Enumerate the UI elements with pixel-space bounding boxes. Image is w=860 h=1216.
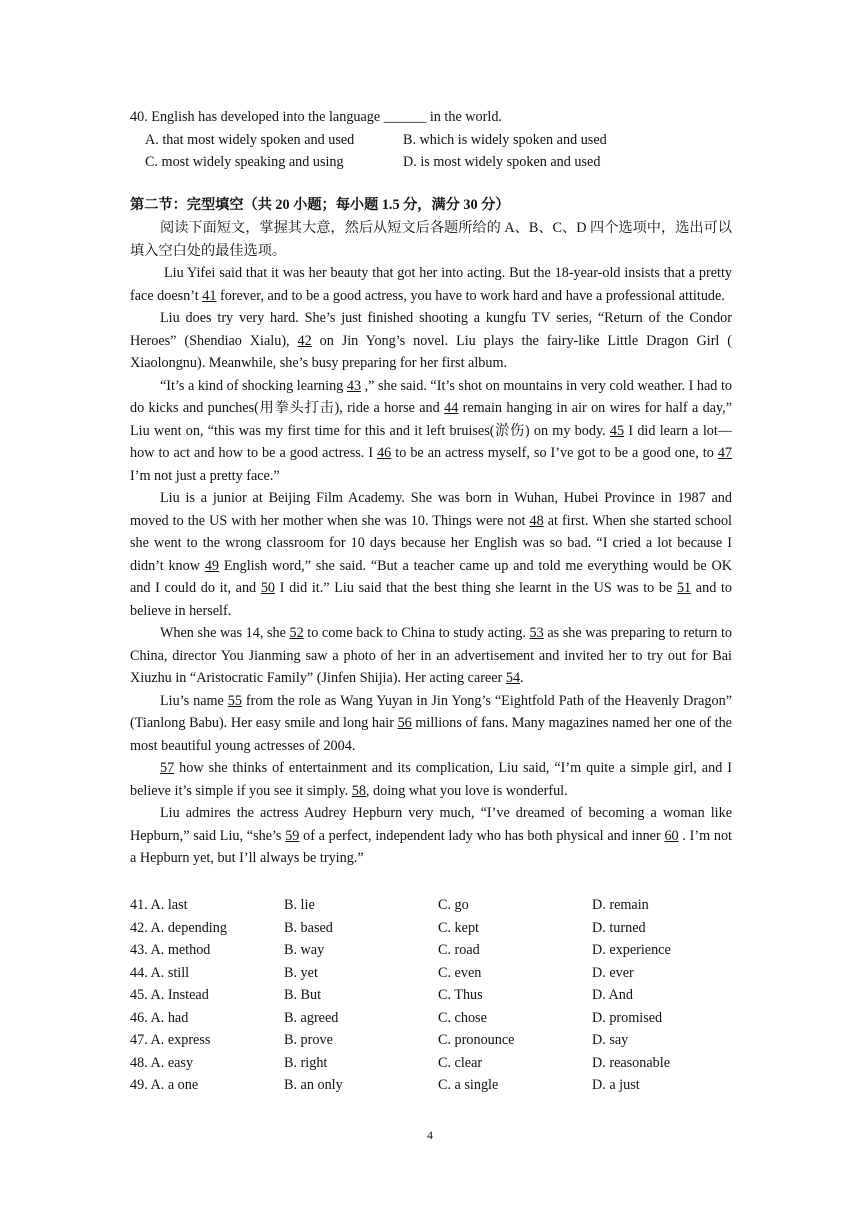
blank-number: 53 [529, 625, 544, 641]
option-choice: D. promised [592, 1009, 663, 1026]
option-choice: 47. A. express [130, 1032, 211, 1048]
passage-text: Liu admires the actress Audrey Hepburn very much, “I’ve dreamed of becoming a woman like Hepburn,” said Liu, “she’s [130, 805, 732, 844]
option-row [130, 917, 750, 940]
option-choice: C. go [438, 897, 469, 913]
passage-text: how she thinks of entertainment and its complication, Liu said, “I’m quite a simple girl, and I believe it’s simple if you see it simply. [130, 760, 732, 799]
question-40-option-d: D. is most widely spoken and used [403, 154, 601, 170]
page-number: 4 [427, 1128, 433, 1142]
passage-text: English word,” she said. “But a teacher came up and told me everything would be OK and I could do it, and [130, 557, 732, 596]
option-row [130, 962, 750, 985]
option-choice: D. say [592, 1032, 629, 1048]
option-choice: D. reasonable [592, 1054, 670, 1071]
question-40 [130, 106, 740, 174]
option-choice: C. a single [438, 1077, 499, 1093]
option-choice: 46. A. had [130, 1009, 189, 1026]
passage-paragraph [130, 262, 732, 307]
option-choice: D. turned [592, 919, 646, 936]
blank-number: 55 [227, 692, 242, 709]
option-choice: B. But [284, 987, 322, 1003]
blank-number: 57 [160, 760, 175, 776]
passage-text: Liu does try very hard. She’s just finished shooting a kungfu TV series, “Return of the Condor Heroes” (Shendiao Xialu), [130, 310, 732, 349]
passage-text: “It’s a kind of shocking learning [160, 377, 347, 394]
section-instructions: 阅读下面短文，掌握其大意，然后从短文后各题所给的 A、B、C、D 四个选项中，选出可以填入空白处的最佳选项。 [130, 220, 732, 259]
passage-text: as she was preparing to return to China, director You Jianming saw a photo of her in an advertisement and invited her to try out for Bai Xiuzhu in “Aristocratic Family” (Jinfen Shijia). Her acting career [130, 625, 733, 686]
question-40-option-b: B. which is widely spoken and used [403, 131, 607, 148]
passage-text: ,” she said. “It’s shot on mountains in very cold weather. I had to do kicks and punches(用拳头打击), ride a horse and [130, 377, 732, 416]
passage-paragraph [130, 757, 732, 802]
option-choice: C. clear [438, 1054, 483, 1071]
passage-text: forever, and to be a good actress, you have to work hard and have a professional attitude. [216, 287, 725, 304]
option-choice: D. ever [592, 964, 634, 981]
passage-text: I did learn a lot—how to act and how to be a good actress. I [130, 422, 732, 461]
option-choice: B. yet [284, 964, 318, 981]
option-row [130, 1074, 750, 1097]
passage-paragraph [130, 307, 732, 375]
passage-text: . I’m not a Hepburn yet, but I’ll always be trying.” [130, 827, 732, 866]
option-choice: C. Thus [438, 987, 483, 1003]
blank-number: 48 [529, 512, 544, 529]
passage-text: of a perfect, independent lady who has both physical and inner [299, 827, 665, 844]
option-choice: C. kept [438, 919, 479, 936]
passage-text: Liu’s name [160, 692, 228, 709]
blank-number: 49 [204, 557, 220, 574]
option-choice: 42. A. depending [130, 919, 227, 936]
passage-text: from the role as Wang Yuyan in Jin Yong’s “Eightfold Path of the Heavenly Dragon” (Tianlong Babu). Her easy smile and long hair [130, 692, 732, 731]
option-choice: 45. A. Instead [130, 987, 209, 1003]
option-row [130, 894, 750, 917]
option-choice: D. remain [592, 897, 649, 913]
option-choice: C. road [438, 942, 480, 958]
option-choice: 49. A. a one [130, 1077, 199, 1093]
blank-number: 45 [609, 422, 625, 439]
option-choice: C. pronounce [438, 1032, 515, 1048]
passage-text: to be an actress myself, so I’ve got to be a good one, to [391, 445, 718, 461]
passage-text: remain hanging in air on wires for half a day,” Liu went on, “this was my first time for this and it left bruises(淤伤) on my body. [130, 400, 732, 439]
question-40-option-a: A. that most widely spoken and used [145, 131, 355, 148]
option-choice: D. a just [592, 1077, 640, 1093]
option-choice: 48. A. easy [130, 1054, 194, 1071]
passage-text: , doing what you love is wonderful. [365, 782, 568, 799]
passage-paragraph [130, 802, 732, 870]
blank-number: 46 [377, 445, 392, 461]
passage-text: on Jin Yong’s novel. Liu plays the fairy-like Little Dragon Girl ( Xiaolongnu). Meanwhile, she’s busy preparing for her first album. [130, 332, 733, 371]
passage-text: to come back to China to study acting. [303, 625, 530, 641]
blank-number: 43 [346, 377, 362, 394]
passage-paragraph [130, 487, 732, 622]
option-row [130, 984, 750, 1007]
option-choice: 41. A. last [130, 897, 188, 913]
passage-paragraph [130, 690, 732, 758]
question-40-options [130, 129, 740, 174]
passage-text: When she was 14, she [160, 625, 290, 641]
option-choice: 43. A. method [130, 942, 211, 958]
cloze-passage [130, 262, 732, 870]
option-choice: B. based [284, 919, 333, 936]
option-choice: B. right [284, 1054, 328, 1071]
blank-number: 60 [664, 827, 679, 844]
question-40-option-c: C. most widely speaking and using [145, 154, 344, 170]
blank-number: 41 [202, 287, 217, 304]
blank-number: 58 [351, 782, 366, 799]
passage-paragraph [130, 375, 732, 488]
option-choice: B. prove [284, 1032, 333, 1048]
blank-number: 44 [444, 400, 459, 416]
blank-number: 54 [505, 670, 521, 686]
option-choice: 44. A. still [130, 964, 190, 981]
passage-text: at first. When she started school she went to the wrong classroom for 10 days because her English was so bad. “I cried a lot because I didn’t know [130, 512, 733, 574]
passage-text: Liu Yifei said that it was her beauty that got her into acting. But the 18-year-old insists that a pretty face doesn’t [130, 265, 732, 304]
passage-paragraph [130, 622, 732, 690]
passage-text: and to believe in herself. [130, 580, 732, 619]
option-row [130, 1029, 750, 1052]
option-choice: D. And [592, 987, 633, 1003]
question-40-stem: 40. English has developed into the language ______ in the world. [130, 109, 502, 125]
option-choice: B. lie [284, 897, 315, 913]
option-row [130, 1052, 750, 1075]
section-title: 第二节：完型填空（共 20 小题；每小题 1.5 分，满分 30 分） [130, 197, 510, 213]
option-row [130, 939, 750, 962]
option-choice: B. way [284, 942, 325, 958]
blank-number: 52 [289, 625, 304, 641]
option-choice: B. agreed [284, 1009, 339, 1026]
blank-number: 56 [397, 715, 412, 731]
passage-text: Liu is a junior at Beijing Film Academy. She was born in Wuhan, Hubei Province in 1987 and moved to the US with her mother when she was 10. Things were not [130, 490, 732, 529]
option-row [130, 1007, 750, 1030]
option-choice: D. experience [592, 942, 671, 958]
option-choice: C. even [438, 964, 482, 981]
passage-text: . [520, 670, 524, 686]
option-choice: C. chose [438, 1009, 487, 1026]
blank-number: 47 [717, 445, 732, 461]
blank-number: 42 [297, 332, 312, 349]
blank-number: 51 [676, 580, 692, 596]
passage-text: I did it.” Liu said that the best thing she learnt in the US was to be [275, 580, 677, 596]
cloze-options [130, 894, 750, 1097]
blank-number: 50 [260, 580, 276, 596]
passage-text: millions of fans. Many magazines named her one of the most beautiful young actresses of 2004. [130, 715, 732, 754]
blank-number: 59 [285, 827, 300, 844]
passage-text: I’m not just a pretty face.” [130, 467, 280, 484]
option-choice: B. an only [284, 1077, 343, 1093]
